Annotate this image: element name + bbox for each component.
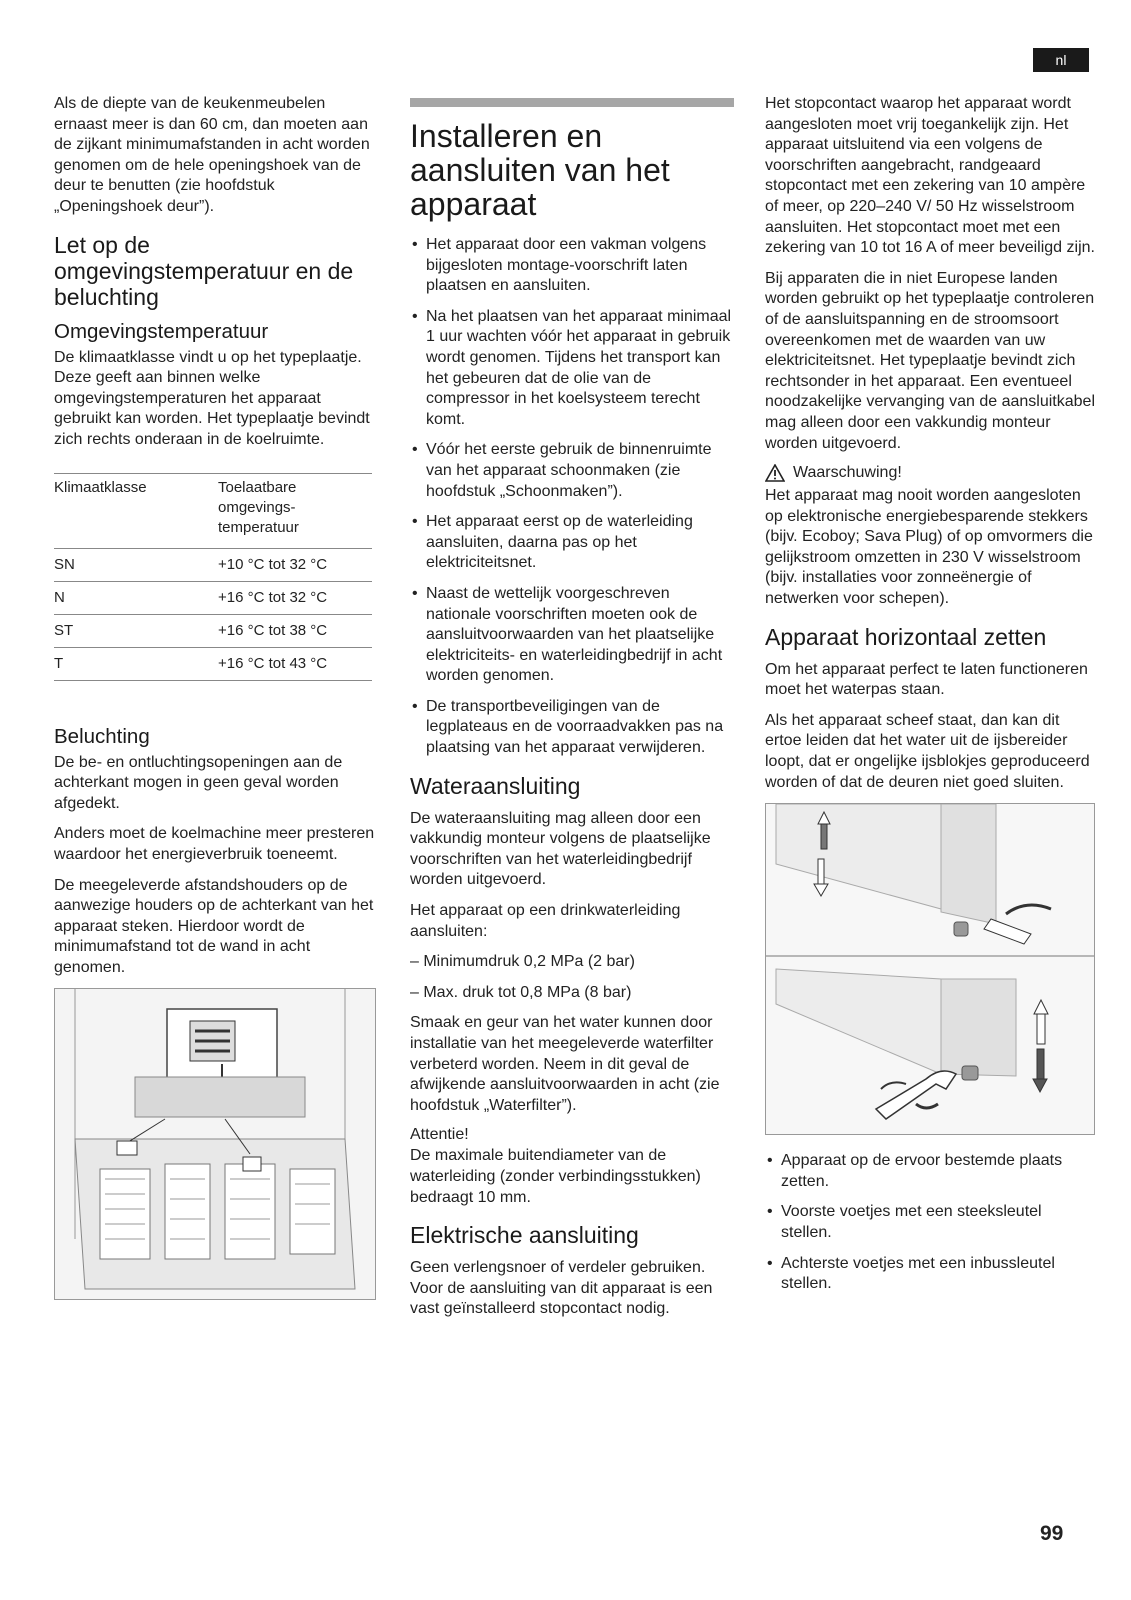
list-item: • Naast de wettelijk voorgeschreven nationale voorschriften moeten ook de aansluitvoorwaarden van het plaatselijke elektriciteits- en waterleidingbedrijf in acht worden genomen. — [410, 584, 734, 687]
table-header-temperature: Toelaatbare omgevings-temperatuur — [218, 473, 372, 548]
heading-water-connection: Wateraansluiting — [410, 772, 581, 799]
main-title: Installeren en aansluiten van het apparaat — [410, 118, 670, 222]
table-row — [54, 647, 372, 680]
leveling-text-2: Als het apparaat scheef staat, dan kan dit ertoe leiden dat het water uit de ijsbereider loopt, dat er ongelijke ijsblokjes geproduceerd worden of dat de deuren niet goed sluiten. — [765, 711, 1090, 791]
climate-class-cell: SN — [54, 548, 218, 581]
min-pressure: – Minimumdruk 0,2 MPa (2 bar) — [410, 953, 635, 971]
language-badge: nl — [1033, 48, 1089, 72]
installation-list — [410, 235, 734, 759]
list-item: • Het apparaat eerst op de waterleiding aansluiten, daarna pas op het elektriciteitsnet. — [410, 512, 734, 574]
water-text-2: Het apparaat op een drinkwaterleiding aansluiten: — [410, 902, 681, 940]
temperature-range-cell: +10 °C tot 32 °C — [218, 548, 372, 581]
warning-label: Waarschuwing! — [793, 464, 902, 482]
column-left — [54, 94, 376, 1300]
list-item: • Voorste voetjes met een steeksleutel stellen. — [765, 1202, 1095, 1243]
non-european-text: Bij apparaten die in niet Europese landen worden gebruikt op het typeplaatje controleren of de aansluitspanning en de stroomsoort overeenkomen met de waarden van uw elektriciteitsnet. Het typeplaatje bevindt zich rechtsonder in het apparaat. Een eventueel noodzakelijke vervanging van de aansluitkabel mag alleen door een vakkundig monteur worden uitgevoerd. — [765, 269, 1095, 452]
table-row — [54, 614, 372, 647]
ventilation-text-1: De be- en ontluchtingsopeningen aan de achterkant mogen in geen geval worden afgedekt. — [54, 753, 343, 812]
section-bar — [410, 98, 734, 107]
ventilation-text-3: De meegeleverde afstandshouders op de aanwezige houders op de achterkant van het apparaat steken. Hierdoor wordt de minimumafstand tot de wand in acht genomen. — [54, 876, 374, 976]
climate-class-cell: ST — [54, 614, 218, 647]
water-text-3: Smaak en geur van het water kunnen door installatie van het meegeleverde waterfilter verbeterd worden. Neem in dit geval de afwijkende aansluitvoorwaarden in acht (zie hoofdstuk „Waterfilter”). — [410, 1014, 720, 1114]
list-item: • Vóór het eerste gebruik de binnenruimte van het apparaat schoonmaken (zie hoofdstuk „Schoonmaken”). — [410, 440, 734, 502]
list-item: • Het apparaat door een vakman volgens bijgesloten montage-voorschrift laten plaatsen en aansluiten. — [410, 235, 734, 297]
heading-leveling: Apparaat horizontaal zetten — [765, 623, 1047, 650]
max-pressure: – Max. druk tot 0,8 MPa (8 bar) — [410, 983, 632, 1001]
intro-paragraph: Als de diepte van de keukenmeubelen ernaast meer is dan 60 cm, dan moeten aan de zijkant minimumafstanden in acht worden genomen om de hele openingshoek van de deur te benutten (zie hoofdstuk „Openingshoek deur”). — [54, 95, 370, 215]
rear-spacer-illustration — [54, 988, 376, 1300]
attention-text: De maximale buitendiameter van de waterleiding (zonder verbindingsstukken) bedraagt 10 mm. — [410, 1147, 701, 1206]
water-text-1: De wateraansluiting mag alleen door een vakkundig monteur volgens de plaatselijke voorschriften van het waterleidingbedrijf worden uitgevoerd. — [410, 809, 711, 889]
ventilation-text-2: Anders moet de koelmachine meer presteren waardoor het energieverbruik toeneemt. — [54, 825, 375, 863]
table-row — [54, 548, 372, 581]
socket-text: Het stopcontact waarop het apparaat wordt aangesloten moet vrij toegankelijk zijn. Het apparaat uitsluitend via een volgens de voorschriften aangebracht, randgeaard stopcontact met een zekering van 10 ampère of meer, op 220–240 V/ 50 Hz wisselstroom aansluiten. Het stopcontact moet met een zekering van 10 tot 16 A of meer beveiligd zijn. — [765, 95, 1095, 257]
leveling-illustration — [765, 803, 1095, 1135]
column-middle — [410, 94, 734, 1330]
table-header-class: Klimaatklasse — [54, 473, 218, 548]
temperature-range-cell: +16 °C tot 43 °C — [218, 647, 372, 680]
list-item: • De transportbeveiligingen van de legplateaus en de voorraadvakken pas na plaatsing van het apparaat verwijderen. — [410, 697, 734, 759]
leveling-feet-drawing — [766, 804, 1094, 1134]
list-item: • Na het plaatsen van het apparaat minimaal 1 uur wachten vóór het apparaat in gebruik wordt genomen. Tijdens het transport kan het gebeuren dat de olie van de compressor in het koelsysteem terecht komt. — [410, 307, 734, 431]
appliance-back-drawing — [55, 989, 375, 1299]
climate-class-table — [54, 473, 372, 681]
attention-label: Attentie! — [410, 1126, 469, 1144]
climate-class-cell: N — [54, 581, 218, 614]
list-item: • Achterste voetjes met een inbussleutel stellen. — [765, 1254, 1095, 1295]
warning-triangle-icon — [765, 464, 785, 482]
temperature-range-cell: +16 °C tot 38 °C — [218, 614, 372, 647]
temperature-range-cell: +16 °C tot 32 °C — [218, 581, 372, 614]
leveling-text-1: Om het apparaat perfect te laten functioneren moet het waterpas staan. — [765, 660, 1088, 699]
warning-heading — [765, 464, 1095, 482]
ambient-temperature-text: De klimaatklasse vindt u op het typeplaatje. Deze geeft aan binnen welke omgevingstemperaturen het apparaat gebruikt kan worden. Het typeplaatje bevindt zich rechts onderaan in de koelruimte. — [54, 348, 370, 448]
climate-class-cell: T — [54, 647, 218, 680]
heading-temperature-ventilation: Let op de omgevingstemperatuur en de beluchting — [54, 231, 354, 310]
subheading-ambient-temperature: Omgevingstemperatuur — [54, 319, 269, 343]
heading-electrical-connection: Elektrische aansluiting — [410, 1222, 639, 1249]
page-number: 99 — [1040, 1522, 1064, 1545]
electrical-text: Geen verlengsnoer of verdeler gebruiken. Voor de aansluiting van dit apparaat is een vast geïnstalleerd stopcontact nodig. — [410, 1259, 713, 1318]
column-right — [765, 94, 1095, 1305]
warning-text: Het apparaat mag nooit worden aangesloten op elektronische energiebesparende stekkers (bijv. Ecoboy; Sava Plug) of op omvormers die gelijkstroom omzetten in 230 V wisselstroom (bijv. installaties voor zonneënergie of netwerken voor schepen). — [765, 487, 1093, 608]
leveling-steps-list — [765, 1151, 1095, 1295]
subheading-ventilation: Beluchting — [54, 724, 150, 748]
list-item: • Apparaat op de ervoor bestemde plaats zetten. — [765, 1151, 1095, 1192]
table-row — [54, 581, 372, 614]
